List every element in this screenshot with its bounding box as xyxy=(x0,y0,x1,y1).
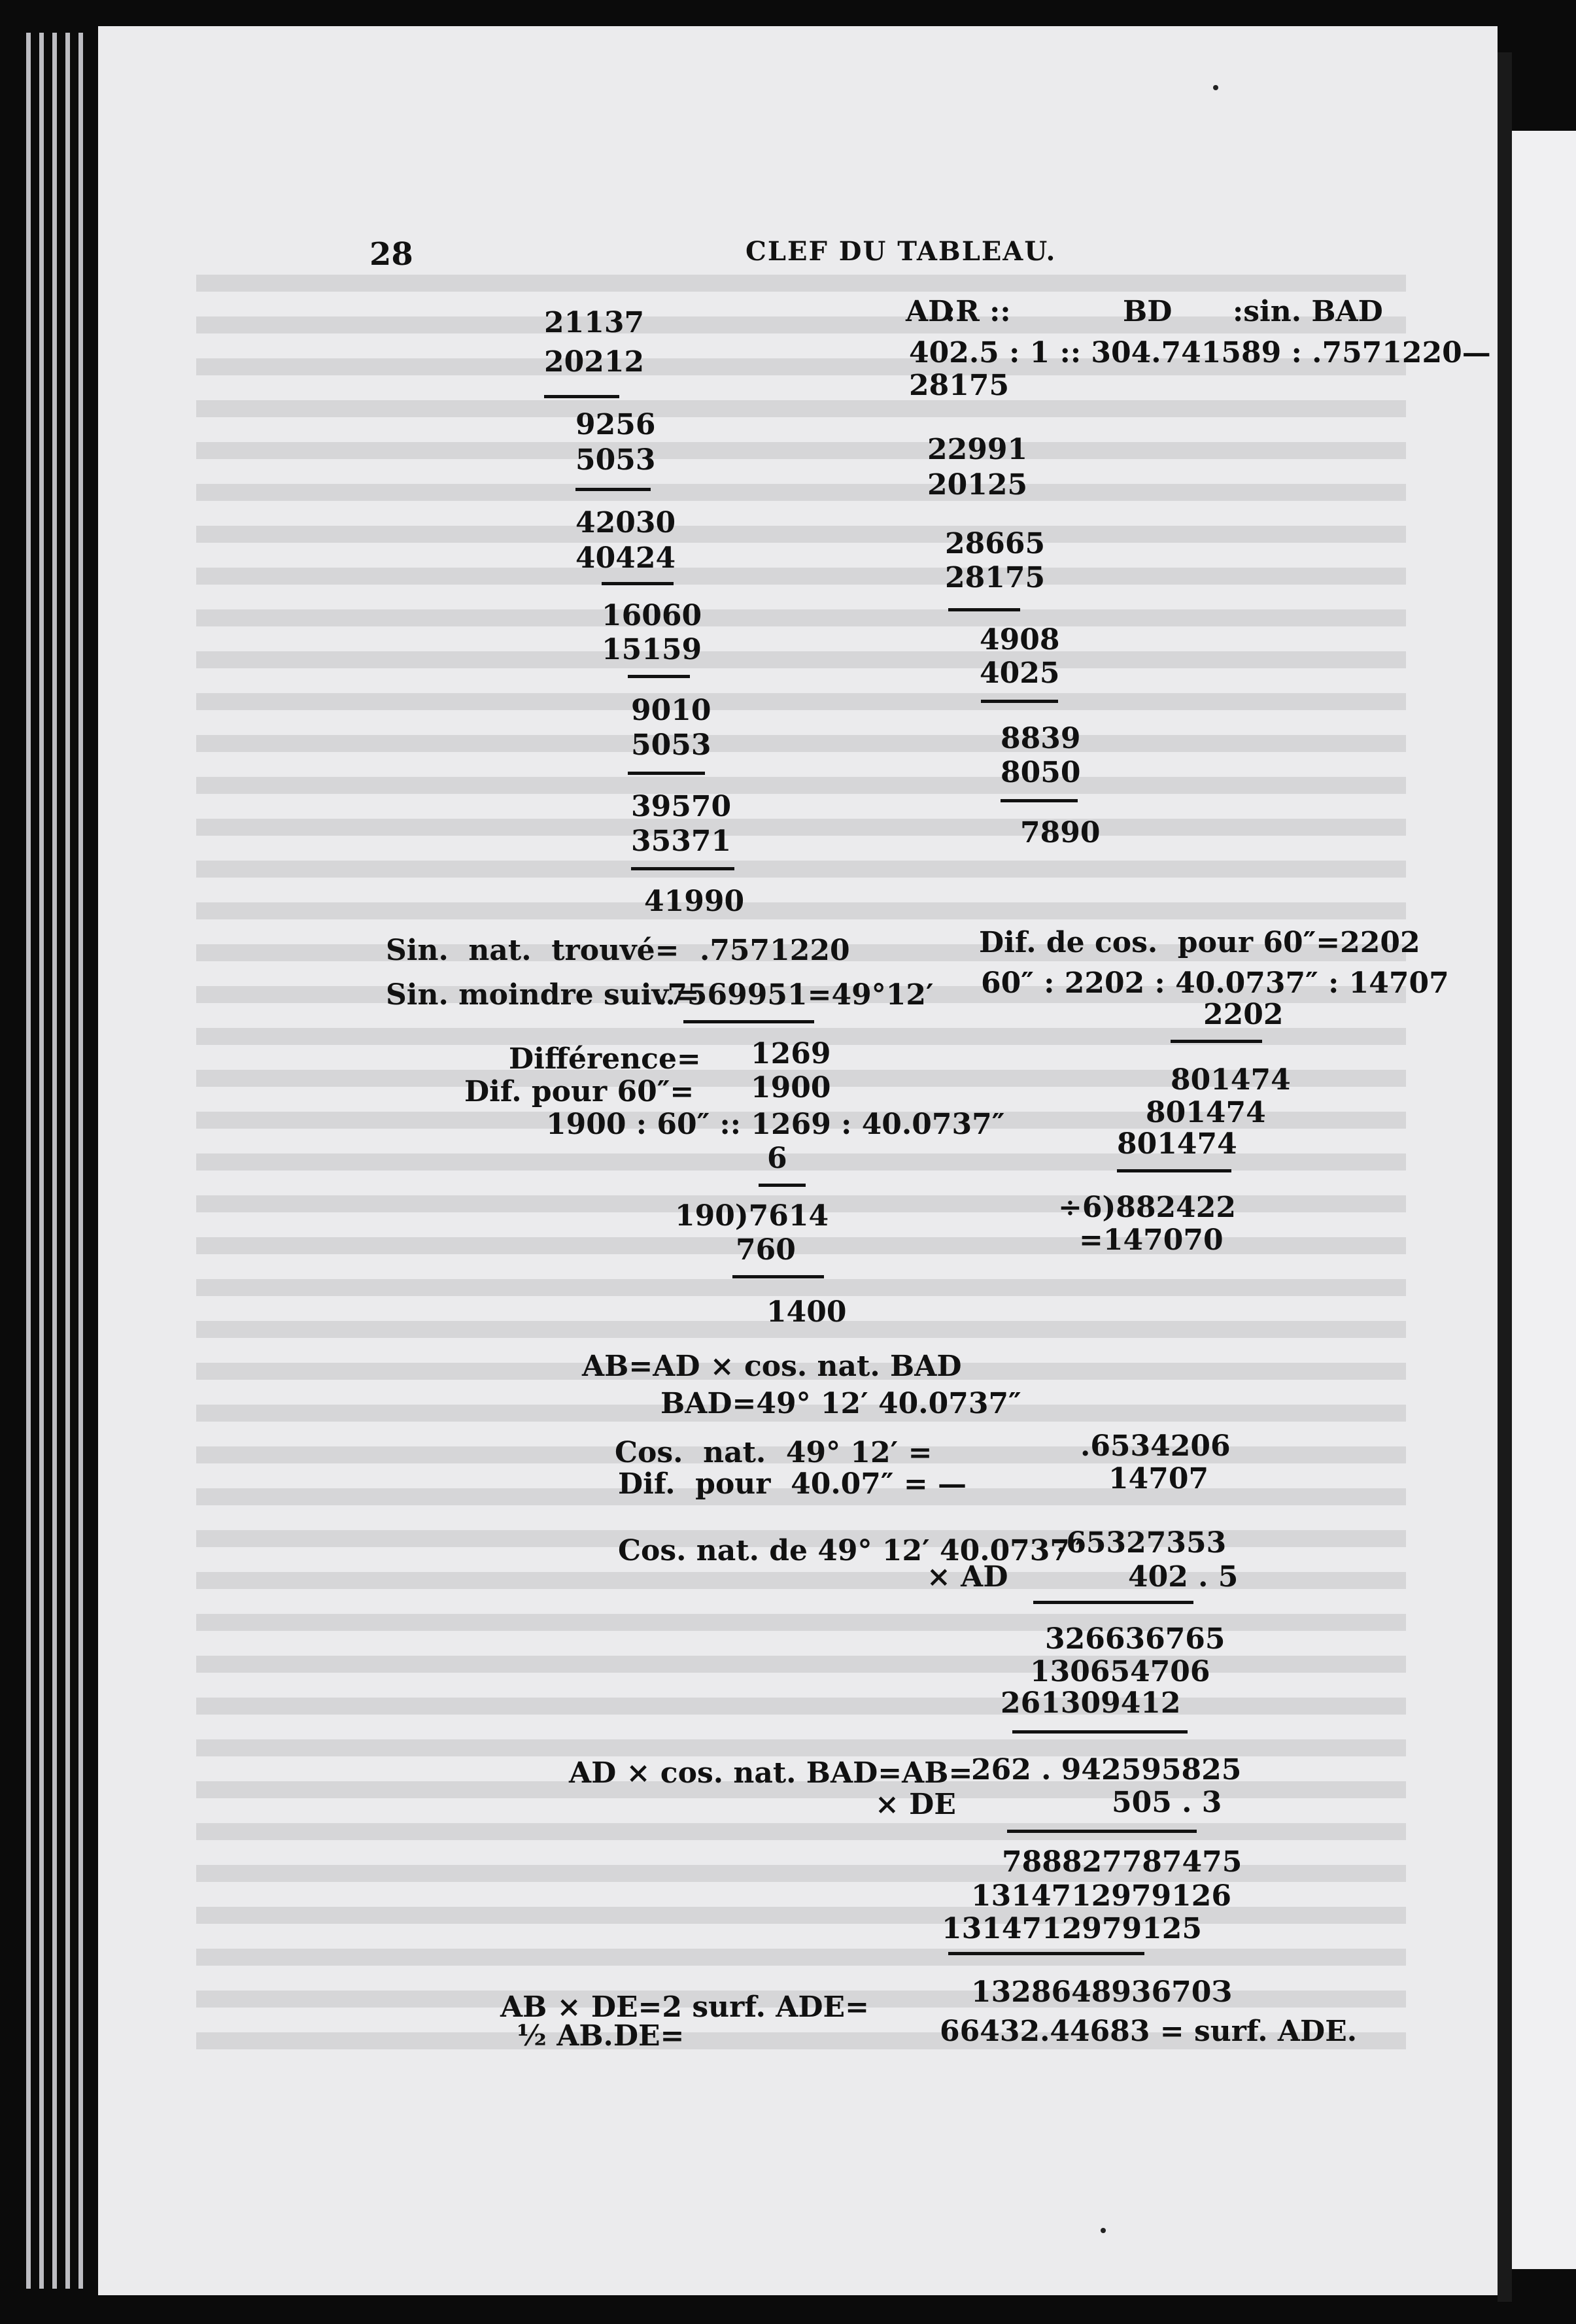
cos-dif-row: 2202 xyxy=(1203,998,1284,1031)
running-title: CLEF DU TABLEAU. xyxy=(745,236,1057,267)
cos-label: Cos. nat. 49° 12′ = xyxy=(615,1436,933,1469)
cos-dif-row: 801474 xyxy=(1117,1127,1237,1161)
per60-value: 1900 xyxy=(751,1071,831,1104)
div-left-value: 5053 xyxy=(631,728,711,762)
ab-formula: AB=AD × cos. nat. BAD xyxy=(582,1350,962,1383)
cos-full-value: .65327353 xyxy=(1056,1526,1227,1560)
page-number: 28 xyxy=(369,236,413,273)
partial-product: 130654706 xyxy=(1030,1655,1210,1688)
div-left-value: 40424 xyxy=(575,541,676,575)
de-value: 505 . 3 xyxy=(1112,1786,1222,1819)
div-left-value: 35371 xyxy=(631,825,732,858)
cos-dif-row: 801474 xyxy=(1171,1063,1291,1097)
div-left-value: 9010 xyxy=(631,694,711,727)
times-ad: × AD xyxy=(927,1560,1008,1594)
div-right-value: 28175 xyxy=(909,369,1010,402)
heading-r: :R :: xyxy=(945,295,1011,328)
division: 190)7614 xyxy=(675,1199,829,1233)
times-de: × DE xyxy=(875,1788,956,1821)
div-right-value: 28175 xyxy=(945,561,1046,594)
page-gutter xyxy=(1498,52,1512,2302)
multiplier: 6 xyxy=(767,1142,787,1175)
div-left-value: 9256 xyxy=(575,408,656,441)
div-left-value: 41990 xyxy=(644,885,745,918)
div-right-value: 28665 xyxy=(945,527,1046,560)
heading-bd: BD xyxy=(1123,295,1173,328)
div-right-value: 4025 xyxy=(980,657,1060,690)
ab-value: 262 . 942595825 xyxy=(971,1753,1242,1786)
speck xyxy=(1213,85,1218,90)
cos-dif-row: ÷6)882422 xyxy=(1058,1191,1236,1224)
div-right-value: 20125 xyxy=(927,468,1028,502)
remainder: 1400 xyxy=(766,1295,847,1329)
dif-label: Dif. pour 40.07″ = — xyxy=(618,1467,967,1501)
div-left-value: 42030 xyxy=(575,506,676,539)
div-left-value: 39570 xyxy=(631,790,732,823)
partial-product-2: 788827787475 xyxy=(1002,1845,1242,1879)
partial-product: 261309412 xyxy=(1001,1686,1181,1720)
bleed-through-text xyxy=(196,275,1406,2073)
total-product: 132864893670З xyxy=(971,1975,1233,2009)
div-right-value: 7890 xyxy=(1020,816,1101,849)
div-right-value: 8050 xyxy=(1001,756,1081,789)
sin-found-label: Sin. nat. trouvé= xyxy=(386,934,679,967)
div-left-value: 21137 xyxy=(544,306,645,339)
div-left-value: 5053 xyxy=(575,443,656,477)
div-left-value: 15159 xyxy=(602,633,702,666)
div-right-value: 22991 xyxy=(927,433,1028,466)
sin-lower-label: Sin. moindre suiv.= xyxy=(386,978,700,1012)
final-value: 66432.44683 = surf. ADE. xyxy=(940,2015,1358,2048)
difference-value: 1269 xyxy=(751,1037,831,1070)
ad-value: 402 . 5 xyxy=(1128,1560,1239,1594)
partial-product: 326636765 xyxy=(1045,1622,1225,1656)
cos-full-label: Cos. nat. de 49° 12′ 40.0737″ xyxy=(618,1534,1083,1567)
div-left-value: 20212 xyxy=(544,345,645,379)
sin-lower-value: .7569951=49°12′ xyxy=(657,978,934,1012)
sin-found-value: .7571220 xyxy=(700,934,850,967)
next-page-strip xyxy=(1512,131,1576,2269)
final-label-1: AB × DE=2 surf. ADE= xyxy=(500,1991,869,2024)
div-right-value: 8839 xyxy=(1001,722,1081,755)
heading-sin-bad: :sin. BAD xyxy=(1233,295,1383,328)
per60-label: Dif. pour 60″= xyxy=(464,1075,694,1108)
partial-product-2: 1314712979125 xyxy=(942,1912,1202,1945)
div-left-value: 16060 xyxy=(602,599,702,632)
difference-label: Différence= xyxy=(509,1042,701,1076)
speck xyxy=(1101,2228,1106,2233)
proportion-equation: 402.5 : 1 :: 304.741589 : .7571220— xyxy=(909,336,1491,369)
heading-ad: AD xyxy=(906,295,953,328)
bad-angle: BAD=49° 12′ 40.0737″ xyxy=(660,1387,1021,1420)
cos-dif-row: 801474 xyxy=(1146,1096,1266,1129)
cos-dif-line2: 60″ : 2202 : 40.0737″ : 14707 xyxy=(981,966,1449,1000)
dif-value: 14707 xyxy=(1108,1462,1209,1495)
subtrahend: 760 xyxy=(736,1233,796,1267)
cos-dif-line1: Dif. de cos. pour 60″=2202 xyxy=(979,926,1420,959)
ab-label: AD × cos. nat. BAD=AB= xyxy=(569,1756,973,1790)
final-label-2: ½ AB.DE= xyxy=(517,2019,685,2053)
div-right-value: 4908 xyxy=(980,623,1060,657)
cos-dif-row: =147070 xyxy=(1079,1223,1224,1257)
rule-of-three: 1900 : 60″ :: 1269 : 40.0737″ xyxy=(546,1108,1005,1141)
cos-value: .6534206 xyxy=(1080,1429,1231,1463)
partial-product-2: 1314712979126 xyxy=(971,1879,1231,1913)
